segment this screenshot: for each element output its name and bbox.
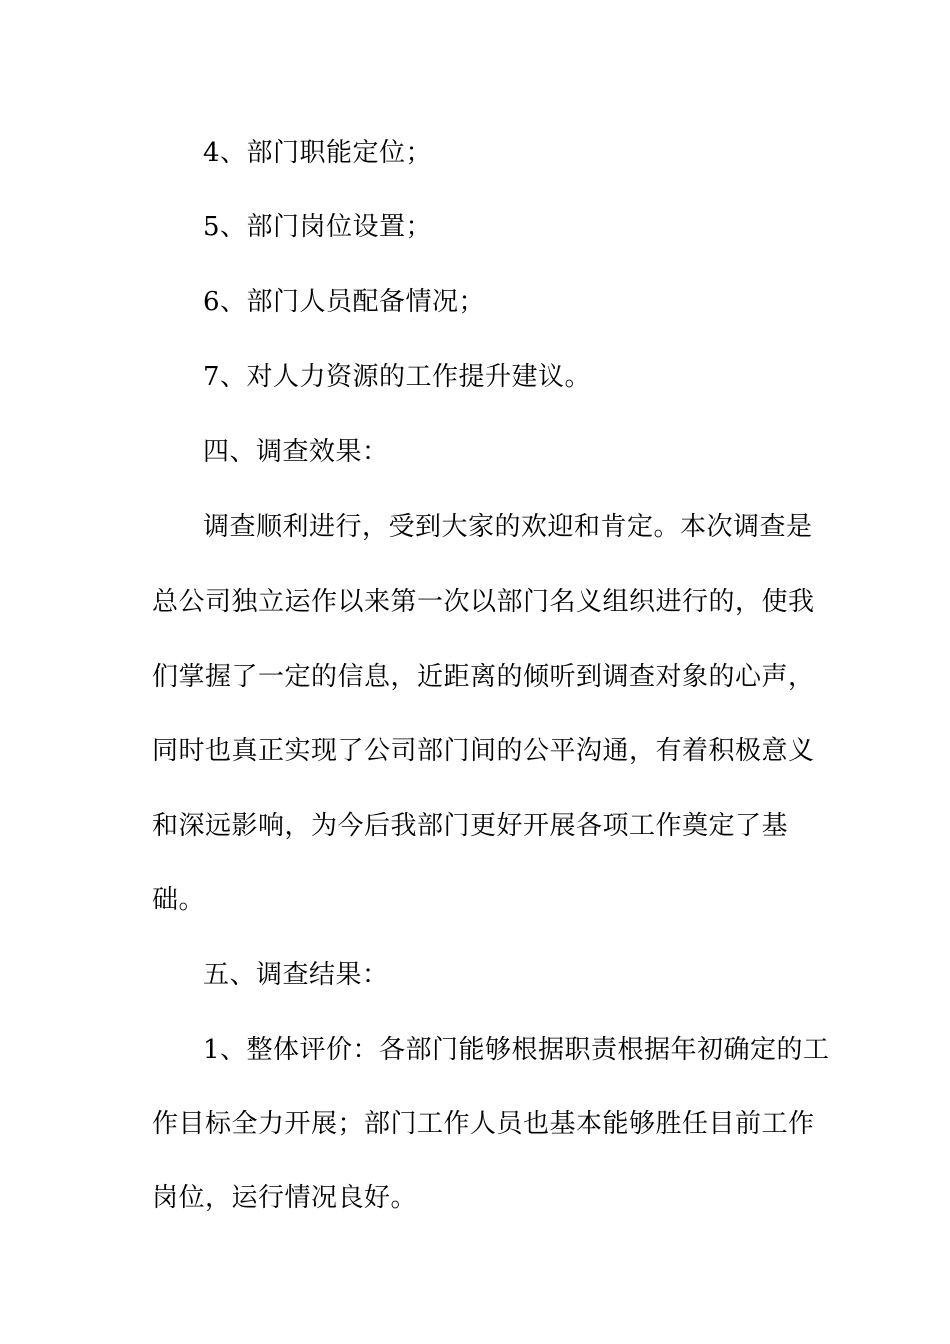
paragraph-line: 调查顺利进行，受到大家的欢迎和肯定。本次调查是	[203, 512, 813, 542]
paragraph-line: 1、整体评价：各部门能够根据职责根据年初确定的工	[203, 1035, 830, 1065]
list-item-4: 4、部门职能定位；	[203, 138, 433, 168]
list-item-7: 7、对人力资源的工作提升建议。	[203, 362, 592, 392]
paragraph-line: 同时也真正实现了公司部门间的公平沟通，有着积极意义	[152, 736, 815, 766]
section-heading-4: 四、调查效果：	[203, 437, 389, 467]
paragraph-line: 和深远影响，为今后我部门更好开展各项工作奠定了基	[152, 811, 789, 841]
paragraph-line: 岗位，运行情况良好。	[152, 1183, 418, 1213]
paragraph-line: 总公司独立运作以来第一次以部门名义组织进行的，使我	[152, 587, 815, 617]
list-item-6: 6、部门人员配备情况；	[203, 287, 486, 317]
paragraph-line: 作目标全力开展；部门工作人员也基本能够胜任目前工作	[152, 1109, 815, 1139]
paragraph-line: 础。	[152, 885, 206, 915]
section-heading-5: 五、调查结果：	[203, 960, 389, 990]
list-item-5: 5、部门岗位设置；	[203, 212, 433, 242]
paragraph-line: 们掌握了一定的信息，近距离的倾听到调查对象的心声，	[152, 662, 815, 692]
